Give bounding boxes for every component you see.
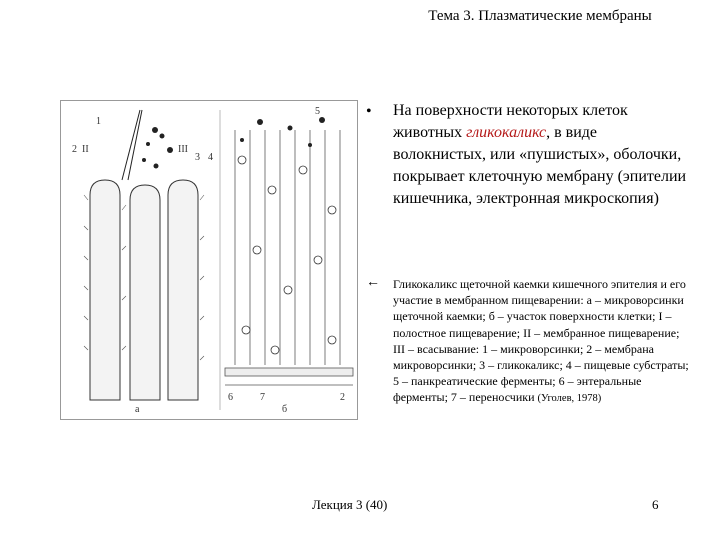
figure-label-5: 5 xyxy=(315,106,320,117)
page-number: 6 xyxy=(652,497,659,512)
figure-label-1: 1 xyxy=(96,116,101,127)
figure-label-a: а xyxy=(135,404,140,415)
bullet-text-after: , в виде волокнистых, или «пушистых», оболочки, покрывает клеточную мембрану (эпителии кишечника, электронная микроскопия) xyxy=(393,124,687,207)
figure-caption xyxy=(393,276,693,408)
caption-author: (Уголев, 1978) xyxy=(537,393,602,405)
bullet-text-before: На поверхности некоторых клеток животных xyxy=(393,102,628,141)
figure-label-6: 6 xyxy=(228,392,233,403)
microvilli-drawing xyxy=(90,180,198,400)
figure-label-2b: 2 xyxy=(340,392,345,403)
left-arrow-icon: ← xyxy=(366,275,380,290)
glycocalyx-figure xyxy=(60,100,358,420)
glycocalyx-term: гликокаликс xyxy=(466,124,547,141)
figure-label-III: III xyxy=(178,144,188,155)
figure-label-b: б xyxy=(282,404,288,415)
figure-label-2: 2 xyxy=(72,144,77,155)
bullet-text xyxy=(393,100,693,210)
bullet-icon: • xyxy=(366,103,372,120)
figure-label-4: 4 xyxy=(208,152,213,163)
figure-label-3: 3 xyxy=(195,152,200,163)
lecture-label: Лекция 3 (40) xyxy=(312,497,388,512)
figure-label-II: II xyxy=(82,144,89,155)
figure-label-7: 7 xyxy=(260,392,265,403)
slide-title: Тема 3. Плазматические мембраны xyxy=(428,8,652,24)
caption-text: Гликокаликс щеточной каемки кишечного эпителия и его участие в мембранном пищеварении: а – микроворсинки щеточной каемки; б – участок поверхности клетки; I – полостное пищеварение; II – мембранное пищеварение; III – всасывание: 1 – микроворсинки; 2 – мембрана микроворсинки; 3 – гликокаликс; 4 – пищевые субстраты; 5 – панкреатические ферменты; 6 – энтеральные ферменты; 7 – переносчики xyxy=(393,277,689,405)
